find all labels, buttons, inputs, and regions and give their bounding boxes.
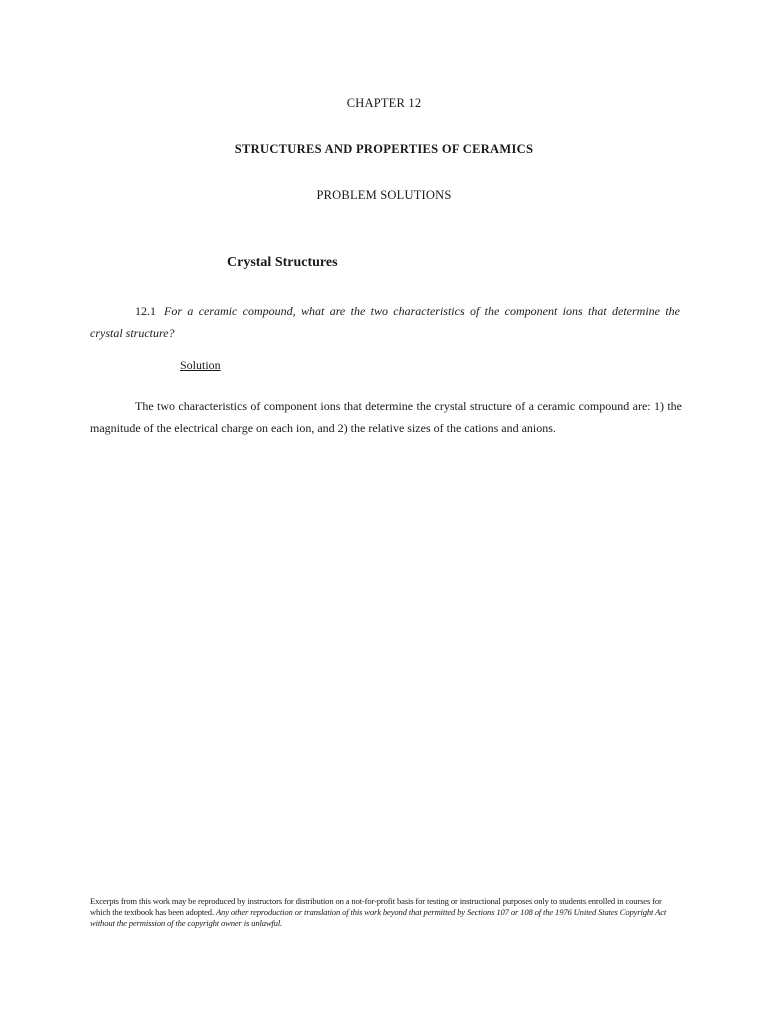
- chapter-subtitle: PROBLEM SOLUTIONS: [316, 188, 452, 202]
- copyright-notice: Excerpts from this work may be reproduced by instructors for distribution on a not-for-profit basis for testing or instructional purposes only to students enrolled in courses for which the textbook has been adopted.: [90, 896, 662, 917]
- chapter-label: CHAPTER 12: [346, 96, 422, 110]
- copyright-notice-italic: Any other reproduction or translation of this work beyond that permitted by Sections 107 or 108 of the 1976 United States Copyright Act without the permission of the copyright owner is unlawful.: [90, 907, 667, 928]
- chapter-title: STRUCTURES AND PROPERTIES OF CERAMICS: [234, 142, 534, 156]
- copyright-footer: [90, 896, 680, 929]
- section-heading: Crystal Structures: [227, 255, 338, 270]
- solution-label: Solution: [180, 358, 221, 372]
- problem-statement: [90, 300, 680, 344]
- solution-answer: The two characteristics of component ions that determine the crystal structure of a ceramic compound are: 1) the magnitude of the electrical charge on each ion, and 2) the relative sizes of the cations and anions.: [90, 399, 682, 435]
- problem-question: For a ceramic compound, what are the two characteristics of the component ions that determine the crystal structure?: [90, 304, 680, 340]
- problem-number: 12.1: [135, 304, 156, 318]
